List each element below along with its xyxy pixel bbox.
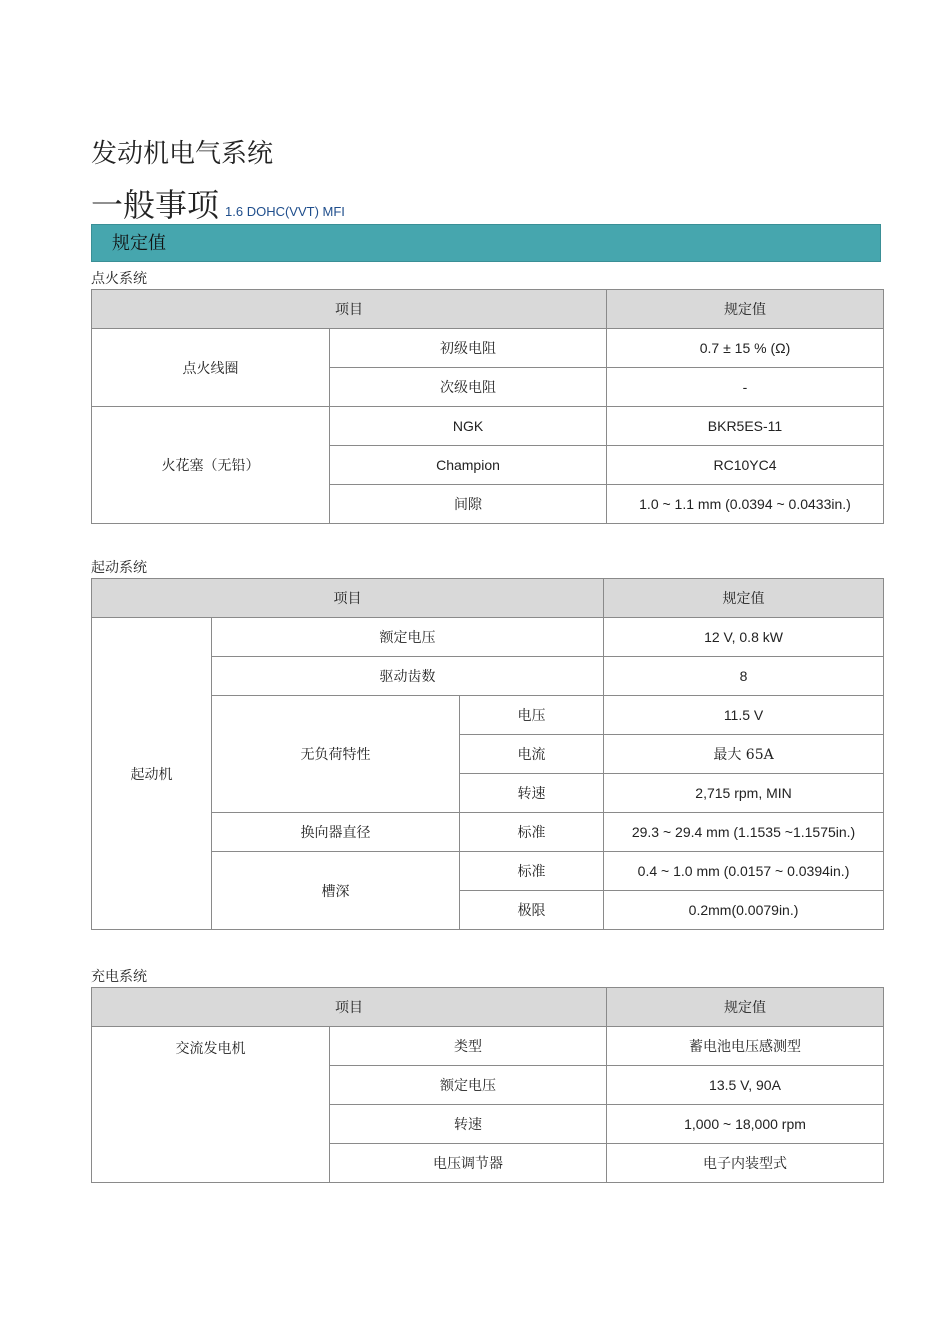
no-load-label: 无负荷特性: [212, 696, 460, 813]
section-title: 发动机电气系统: [91, 139, 274, 169]
regulator-label: 电压调节器: [330, 1144, 607, 1183]
groove-depth-label: 槽深: [212, 852, 460, 930]
groove-standard-value: 0.4 ~ 1.0 mm (0.0157 ~ 0.0394in.): [604, 852, 884, 891]
pinion-teeth-label: 驱动齿数: [212, 657, 604, 696]
rated-voltage-value: 13.5 V, 90A: [607, 1066, 884, 1105]
rated-voltage-value: 12 V, 0.8 kW: [604, 618, 884, 657]
voltage-label: 电压: [460, 696, 604, 735]
column-header-item: 项目: [92, 290, 607, 329]
table-row: [92, 407, 884, 446]
column-header-item: 项目: [92, 579, 604, 618]
table-row: [92, 1027, 884, 1066]
type-label: 类型: [330, 1027, 607, 1066]
groove-limit-value: 0.2mm(0.0079in.): [604, 891, 884, 930]
secondary-resistance-value: -: [607, 368, 884, 407]
column-header-spec: 规定值: [604, 579, 884, 618]
page-title-main: 一般事项: [91, 186, 220, 224]
groove-standard-label: 标准: [460, 852, 604, 891]
current-label: 电流: [460, 735, 604, 774]
alternator-label: 交流发电机: [92, 1027, 330, 1183]
commutator-label: 换向器直径: [212, 813, 460, 852]
starting-caption: 起动系统: [91, 560, 147, 576]
gap-value: 1.0 ~ 1.1 mm (0.0394 ~ 0.0433in.): [607, 485, 884, 524]
table-row: [92, 618, 884, 657]
commutator-standard-label: 标准: [460, 813, 604, 852]
table-header-row: [92, 579, 884, 618]
table-header-row: [92, 290, 884, 329]
charging-caption: 充电系统: [91, 969, 147, 985]
rated-voltage-label: 额定电压: [212, 618, 604, 657]
speed-label: 转速: [460, 774, 604, 813]
spark-plug-label: 火花塞（无铅）: [92, 407, 330, 524]
column-header-item: 项目: [92, 988, 607, 1027]
primary-resistance-value: 0.7 ± 15 % (Ω): [607, 329, 884, 368]
ngk-label: NGK: [330, 407, 607, 446]
charging-table: [91, 987, 884, 1183]
table-header-row: [92, 988, 884, 1027]
secondary-resistance-label: 次级电阻: [330, 368, 607, 407]
gap-label: 间隙: [330, 485, 607, 524]
champion-value: RC10YC4: [607, 446, 884, 485]
champion-label: Champion: [330, 446, 607, 485]
speed-label: 转速: [330, 1105, 607, 1144]
groove-limit-label: 极限: [460, 891, 604, 930]
specifications-header-bar: 规定值: [91, 224, 881, 262]
ignition-table: [91, 289, 884, 524]
ngk-value: BKR5ES-11: [607, 407, 884, 446]
type-value: 蓄电池电压感测型: [607, 1027, 884, 1066]
commutator-value: 29.3 ~ 29.4 mm (1.1535 ~1.1575in.): [604, 813, 884, 852]
regulator-value: 电子内装型式: [607, 1144, 884, 1183]
page-title: [91, 180, 345, 226]
starting-table: [91, 578, 884, 930]
coil-label: 点火线圈: [92, 329, 330, 407]
current-value: 最大 65A: [604, 735, 884, 774]
starter-label: 起动机: [92, 618, 212, 930]
voltage-value: 11.5 V: [604, 696, 884, 735]
table-row: [92, 329, 884, 368]
column-header-spec: 规定值: [607, 290, 884, 329]
pinion-teeth-value: 8: [604, 657, 884, 696]
primary-resistance-label: 初级电阻: [330, 329, 607, 368]
speed-value: 2,715 rpm, MIN: [604, 774, 884, 813]
engine-label: 1.6 DOHC(VVT) MFI: [225, 204, 345, 219]
speed-value: 1,000 ~ 18,000 rpm: [607, 1105, 884, 1144]
ignition-caption: 点火系统: [91, 271, 147, 287]
rated-voltage-label: 额定电压: [330, 1066, 607, 1105]
column-header-spec: 规定值: [607, 988, 884, 1027]
